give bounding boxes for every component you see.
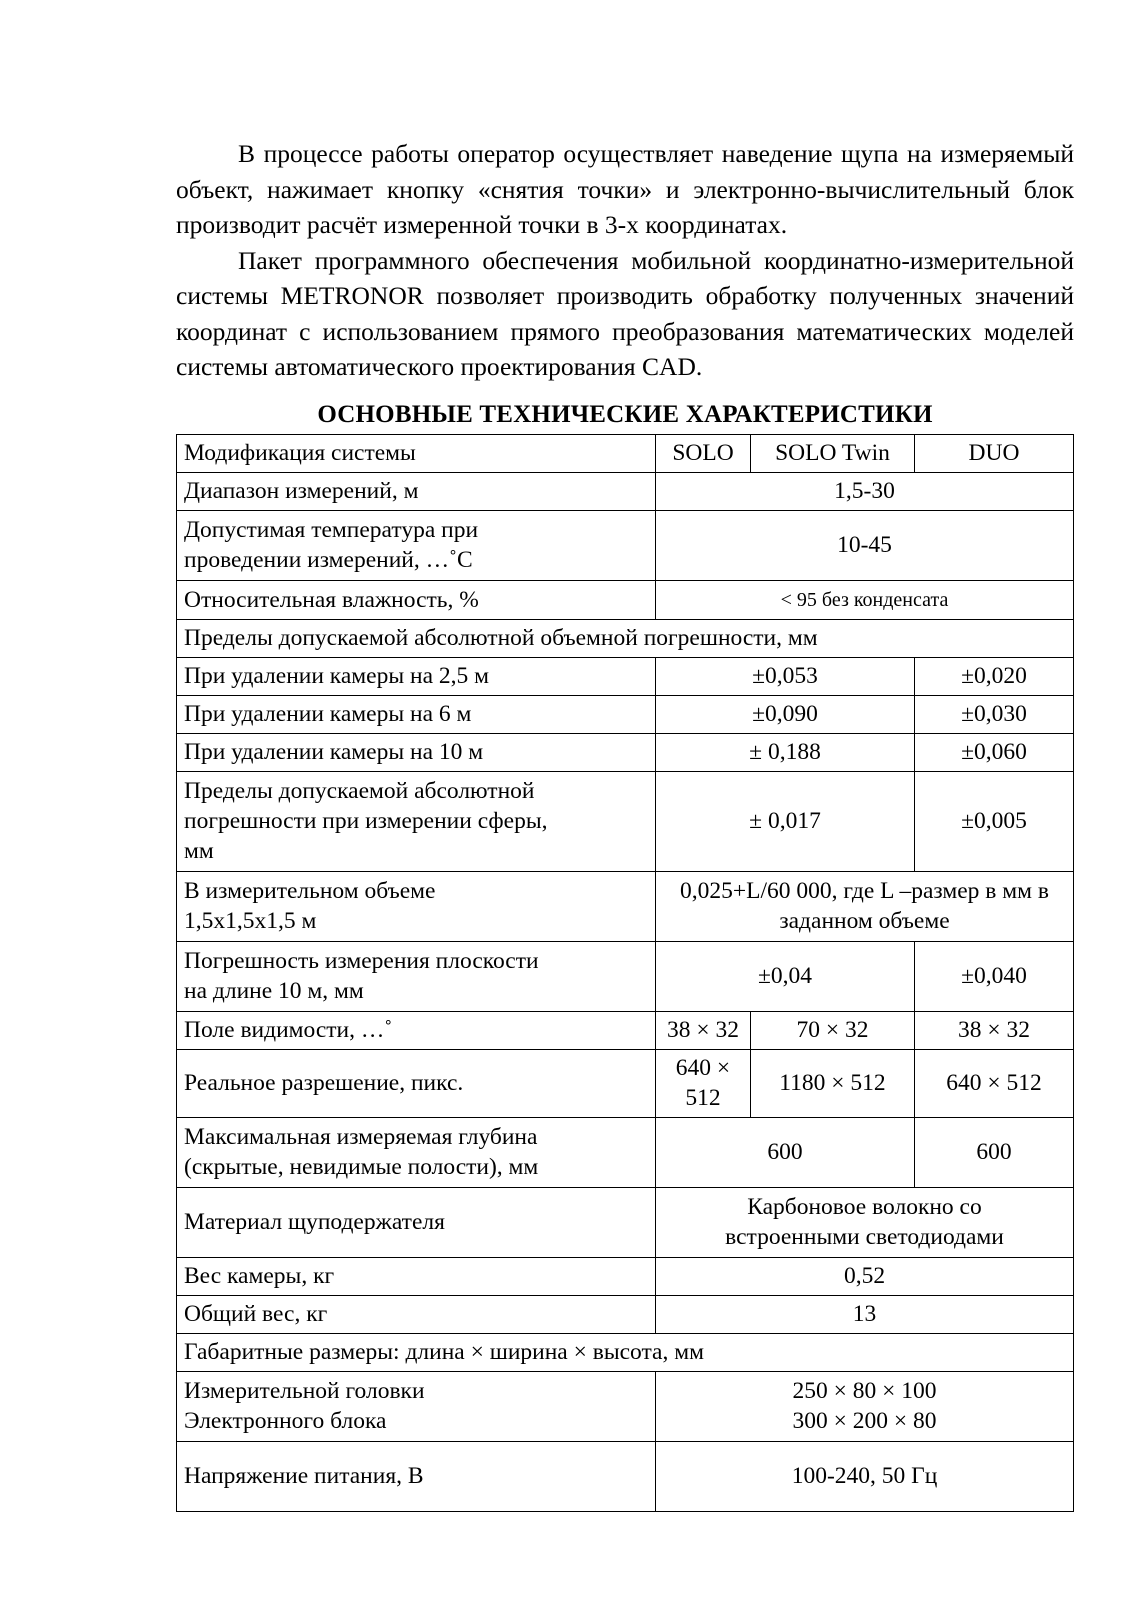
row-label-line-1: Погрешность измерения плоскости	[184, 948, 539, 974]
column-header-solo: SOLO	[656, 435, 751, 473]
row-label: Вес камеры, кг	[177, 1258, 656, 1296]
paragraph-2: Пакет программного обеспечения мобильной координатно-измерительной системы METRONOR позволяет производить обработку полученных значений координат с использованием прямого преобразования математических моделей системы автоматического проектирования CAD.	[176, 245, 1074, 381]
row-value: 0,025+L/60 000, где L –размер в мм в заданном объеме	[656, 872, 1074, 942]
row-label: Общий вес, кг	[177, 1296, 656, 1334]
table-row	[177, 942, 1074, 1012]
row-label-line-1: Измерительной головки	[184, 1378, 425, 1404]
row-label-line-2: погрешности при измерении сферы,	[184, 808, 548, 834]
row-label	[177, 1118, 656, 1188]
row-label: При удалении камеры на 2,5 м	[177, 658, 656, 696]
row-label-line-2: Электронного блока	[184, 1408, 387, 1434]
table-row	[177, 1012, 1074, 1050]
row-label: Диапазон измерений, м	[177, 473, 656, 511]
section-label: Пределы допускаемой абсолютной объемной погрешности, мм	[177, 620, 1074, 658]
row-value-line-2: встроенными светодиодами	[725, 1224, 1004, 1250]
row-value-duo: 640 × 512	[915, 1050, 1074, 1118]
row-value-duo: 38 × 32	[915, 1012, 1074, 1050]
row-value: 10-45	[656, 511, 1074, 581]
row-value-solo: ± 0,017	[656, 772, 915, 872]
column-header-solo-twin: SOLO Twin	[751, 435, 915, 473]
table-row	[177, 1050, 1074, 1118]
paragraph-1: В процессе работы оператор осуществляет наведение щупа на измеряемый объект, нажимает кнопку «снятия точки» и электронно-вычислительный блок производит расчёт измеренной точки в 3-х координатах.	[176, 139, 1074, 239]
row-value-solo: 38 × 32	[656, 1012, 751, 1050]
row-label: При удалении камеры на 10 м	[177, 734, 656, 772]
table-row	[177, 1442, 1074, 1512]
table-row	[177, 1118, 1074, 1188]
row-value: 1,5-30	[656, 473, 1074, 511]
section-label: Габаритные размеры: длина × ширина × высота, мм	[177, 1334, 1074, 1372]
row-value-duo: 600	[915, 1118, 1074, 1188]
row-value: 13	[656, 1296, 1074, 1334]
row-label: Реальное разрешение, пикс.	[177, 1050, 656, 1118]
row-label	[177, 942, 656, 1012]
table-row	[177, 772, 1074, 872]
row-label-line-2: на длине 10 м, мм	[184, 978, 364, 1004]
row-label-line-1: Пределы допускаемой абсолютной	[184, 778, 535, 804]
table-row-section	[177, 620, 1074, 658]
table-row	[177, 1258, 1074, 1296]
row-value-duo: ±0,030	[915, 696, 1074, 734]
row-value: 100-240, 50 Гц	[656, 1442, 1074, 1512]
table-row	[177, 658, 1074, 696]
table-row	[177, 872, 1074, 942]
row-value-solo: ±0,04	[656, 942, 915, 1012]
row-label	[177, 511, 656, 581]
row-value-line-1: Карбоновое волокно со	[747, 1194, 982, 1220]
table-row	[177, 734, 1074, 772]
table-row	[177, 581, 1074, 620]
row-label	[177, 772, 656, 872]
row-value-line-1: 250 × 80 × 100	[792, 1378, 937, 1404]
row-label: Модификация системы	[177, 435, 656, 473]
table-row	[177, 1372, 1074, 1442]
table-row-header	[177, 435, 1074, 473]
row-label: При удалении камеры на 6 м	[177, 696, 656, 734]
table-row	[177, 1296, 1074, 1334]
row-value-duo: ±0,060	[915, 734, 1074, 772]
row-label-line-2: (скрытые, невидимые полости), мм	[184, 1154, 539, 1180]
row-value-solo: ±0,090	[656, 696, 915, 734]
row-value-duo: ±0,005	[915, 772, 1074, 872]
row-label-line-1: В измерительном объеме	[184, 878, 436, 904]
row-value-duo: ±0,040	[915, 942, 1074, 1012]
row-label-line-3: мм	[184, 838, 214, 864]
row-label	[177, 872, 656, 942]
specifications-table	[176, 434, 1074, 1512]
row-value: 0,52	[656, 1258, 1074, 1296]
row-value-solo-twin: 1180 × 512	[751, 1050, 915, 1118]
row-value	[656, 1188, 1074, 1258]
table-row	[177, 473, 1074, 511]
table-row	[177, 1188, 1074, 1258]
row-label	[177, 1372, 656, 1442]
row-label-line-1: Максимальная измеряемая глубина	[184, 1124, 538, 1150]
row-label-line-1: Допустимая температура при	[184, 517, 479, 543]
table-row-section	[177, 1334, 1074, 1372]
row-label-line-2: проведении измерений, …˚С	[184, 547, 473, 573]
row-label: Напряжение питания, В	[177, 1442, 656, 1512]
row-label: Относительная влажность, %	[177, 581, 656, 620]
row-value-line-2: 300 × 200 × 80	[792, 1408, 937, 1434]
body-text-block	[176, 136, 1074, 385]
page-title: ОСНОВНЫЕ ТЕХНИЧЕСКИЕ ХАРАКТЕРИСТИКИ	[317, 401, 933, 428]
row-label-line-2: 1,5x1,5x1,5 м	[184, 908, 317, 934]
row-value-duo: ±0,020	[915, 658, 1074, 696]
table-row	[177, 511, 1074, 581]
column-header-duo: DUO	[915, 435, 1074, 473]
row-value	[656, 581, 1074, 620]
table-row	[177, 696, 1074, 734]
row-value	[656, 1372, 1074, 1442]
row-value-text: < 95 без конденсата	[780, 589, 949, 611]
row-label: Поле видимости, …˚	[177, 1012, 656, 1050]
row-value-solo: 640 × 512	[656, 1050, 751, 1118]
row-value-solo: ±0,053	[656, 658, 915, 696]
row-value-solo-twin: 70 × 32	[751, 1012, 915, 1050]
row-value-solo: 600	[656, 1118, 915, 1188]
row-label: Материал щуподержателя	[177, 1188, 656, 1258]
row-value-solo: ± 0,188	[656, 734, 915, 772]
